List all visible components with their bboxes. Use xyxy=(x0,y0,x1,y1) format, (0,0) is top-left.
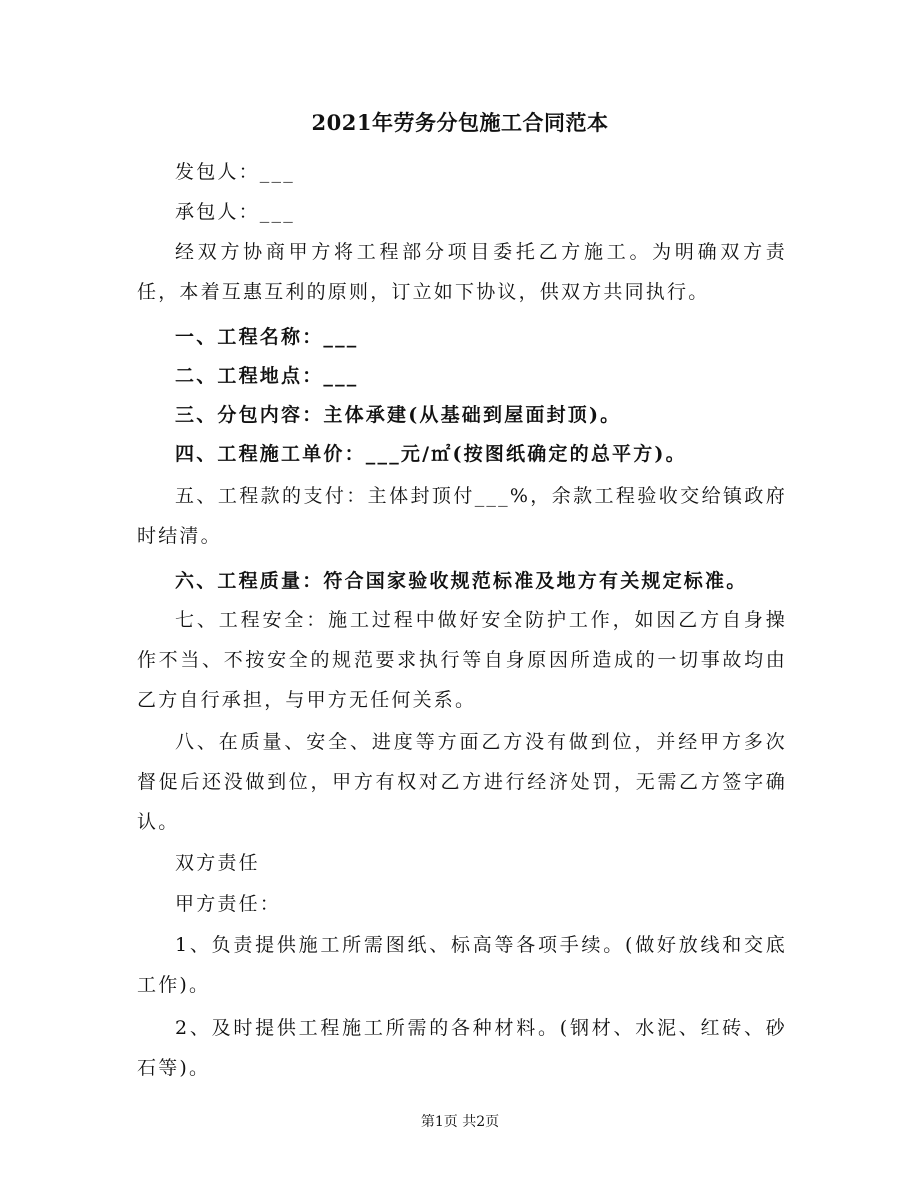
paragraph-unit-price: 四、工程施工单价：___元/㎡(按图纸确定的总平方)。 xyxy=(175,443,687,465)
paragraph-party-a-heading: 甲方责任： xyxy=(175,893,282,915)
paragraph-intro: 经双方协商甲方将工程部分项目委托乙方施工。为明确双方责任，本着互惠互利的原则，订立如下协议，供双方共同执行。 xyxy=(137,241,787,303)
paragraph-responsibilities-heading: 双方责任 xyxy=(175,852,260,874)
paragraph-quality: 六、工程质量：符合国家验收规范标准及地方有关规定标准。 xyxy=(175,570,748,592)
paragraph-employer: 发包人：___ xyxy=(175,161,295,183)
paragraph-safety: 七、工程安全：施工过程中做好安全防护工作，如因乙方自身操作不当、不按安全的规范要求执行等自身原因所造成的一切事故均由乙方自行承担，与甲方无任何关系。 xyxy=(137,609,787,711)
paragraph-item-1: 1、负责提供施工所需图纸、标高等各项手续。(做好放线和交底工作)。 xyxy=(137,934,787,996)
paragraph-project-name: 一、工程名称：___ xyxy=(175,326,359,348)
paragraph-payment: 五、工程款的支付：主体封顶付___%，余款工程验收交给镇政府时结清。 xyxy=(137,485,787,547)
paragraph-subcontract-scope: 三、分包内容：主体承建(从基础到屋面封顶)。 xyxy=(175,404,622,426)
paragraph-contractor: 承包人：___ xyxy=(175,201,295,223)
page-number-footer: 第1页 共2页 xyxy=(420,1114,500,1130)
paragraph-penalty: 八、在质量、安全、进度等方面乙方没有做到位，并经甲方多次督促后还没做到位，甲方有权对乙方进行经济处罚，无需乙方签字确认。 xyxy=(137,731,787,833)
paragraph-item-2: 2、及时提供工程施工所需的各种材料。(钢材、水泥、红砖、砂石等)。 xyxy=(137,1017,787,1079)
document-title: 2021年劳务分包施工合同范本 xyxy=(311,110,609,135)
paragraph-project-location: 二、工程地点：___ xyxy=(175,365,359,387)
